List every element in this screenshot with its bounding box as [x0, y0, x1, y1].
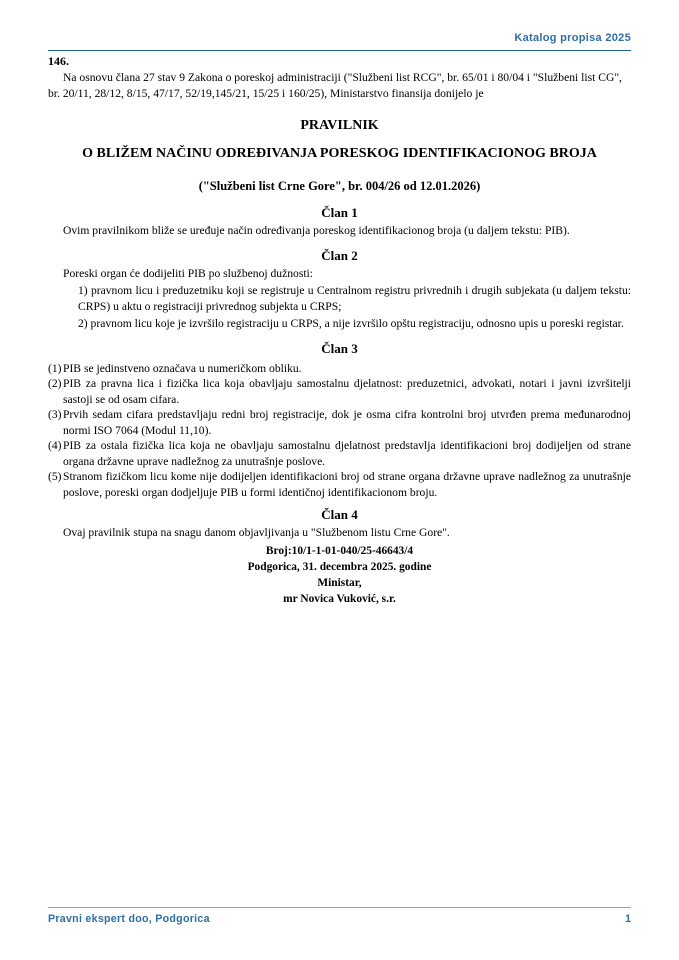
article-3-item — [48, 438, 631, 469]
item-label: (3) — [48, 408, 62, 421]
article-4-heading: Član 4 — [321, 507, 358, 522]
item-text: PIB za pravna lica i fizička lica koja obavljaju samostalnu djelatnost: preduzetnici, advokati, notari i javni izvršitelji sastoji se od osam cifara. — [63, 377, 631, 406]
item-text: Stranom fizičkom licu kome nije dodijeljen identifikacioni broj od strane organa državne uprave nadležnog za unutrašnje poslove, poreski organ dodjeljuje PIB u formi identičnoj identifikacionom broju. — [63, 470, 631, 499]
document-title: PRAVILNIK — [300, 118, 379, 133]
article-4-text: Ovaj pravilnik stupa na snagu danom objavljivanja u "Službenom listu Crne Gore". — [63, 526, 450, 539]
signatory-name: mr Novica Vuković, s.r. — [283, 592, 396, 605]
item-text: Prvih sedam cifara predstavljaju redni broj registracije, dok je osma cifra kontrolni broj utvrđen prema međunarodnoj normi ISO 7064 (Modul 11,10). — [63, 408, 631, 437]
reference-number: Broj:10/1-1-01-040/25-46643/4 — [265, 544, 414, 557]
article-3-item — [48, 361, 631, 377]
article-2-item: 1) pravnom licu i preduzetniku koji se registruje u Centralnom registru privrednih i drugih subjekata (u daljem tekstu: CRPS) u aktu o registraciji privrednog subjekta u CRPS; — [78, 284, 631, 313]
article-3-item — [48, 469, 631, 500]
item-label: (5) — [48, 470, 62, 483]
page-footer — [48, 907, 631, 932]
item-label: (1) — [48, 361, 62, 375]
article-2-item: 2) pravnom licu koje je izvršilo registraciju u CRPS, a nije izvršilo opštu registraciju, odnosno upis u poreski registar. — [78, 317, 624, 330]
place-date: Podgorica, 31. decembra 2025. godine — [247, 560, 432, 573]
header-title: Katalog propisa 2025 — [514, 32, 631, 44]
gazette-reference: ("Službeni list Crne Gore", br. 004/26 od 12.01.2026) — [198, 179, 481, 193]
item-text: PIB se jedinstveno označava u numeričkom obliku. — [63, 361, 302, 375]
item-text: PIB za ostala fizička lica koja ne obavljaju samostalnu djelatnost predstavlja identifikacioni broj dodijeljen od strane organa državne uprave nadležnog za unutrašnje poslove. — [63, 439, 631, 468]
article-3-heading: Član 3 — [321, 340, 358, 356]
article-3-list — [48, 361, 631, 501]
document-subtitle: O BLIŽEM NAČINU ODREĐIVANJA PORESKOG IDENTIFIKACIONOG BROJA — [82, 146, 597, 161]
signature-block — [48, 543, 631, 607]
article-2-heading: Član 2 — [321, 247, 358, 263]
article-1-heading: Član 1 — [321, 205, 358, 220]
article-3-item — [48, 407, 631, 438]
item-label: (2) — [48, 377, 62, 390]
page-header — [48, 30, 631, 51]
article-2-text: Poreski organ će dodijeliti PIB po službenoj dužnosti: — [63, 266, 313, 280]
article-1-text: Ovim pravilnikom bliže se uređuje način određivanja poreskog identifikacionog broja (u daljem tekstu: PIB). — [63, 224, 570, 237]
article-3-item — [48, 376, 631, 407]
document-number: 146. — [48, 54, 69, 68]
intro-paragraph: Na osnovu člana 27 stav 9 Zakona o poreskoj administraciji ("Službeni list RCG", br. 65/01 i 80/04 i "Službeni list CG", br. 20/11, 28/12, 8/15, 47/17, 52/19,145/21, 15/25 i 160/25), Ministarstvo finansija donijelo je — [48, 71, 622, 100]
page-number: 1 — [625, 913, 631, 925]
footer-publisher: Pravni ekspert doo, Podgorica — [48, 913, 210, 925]
document-body — [48, 54, 631, 607]
item-label: (4) — [48, 439, 62, 452]
signatory-role: Ministar, — [317, 576, 362, 589]
